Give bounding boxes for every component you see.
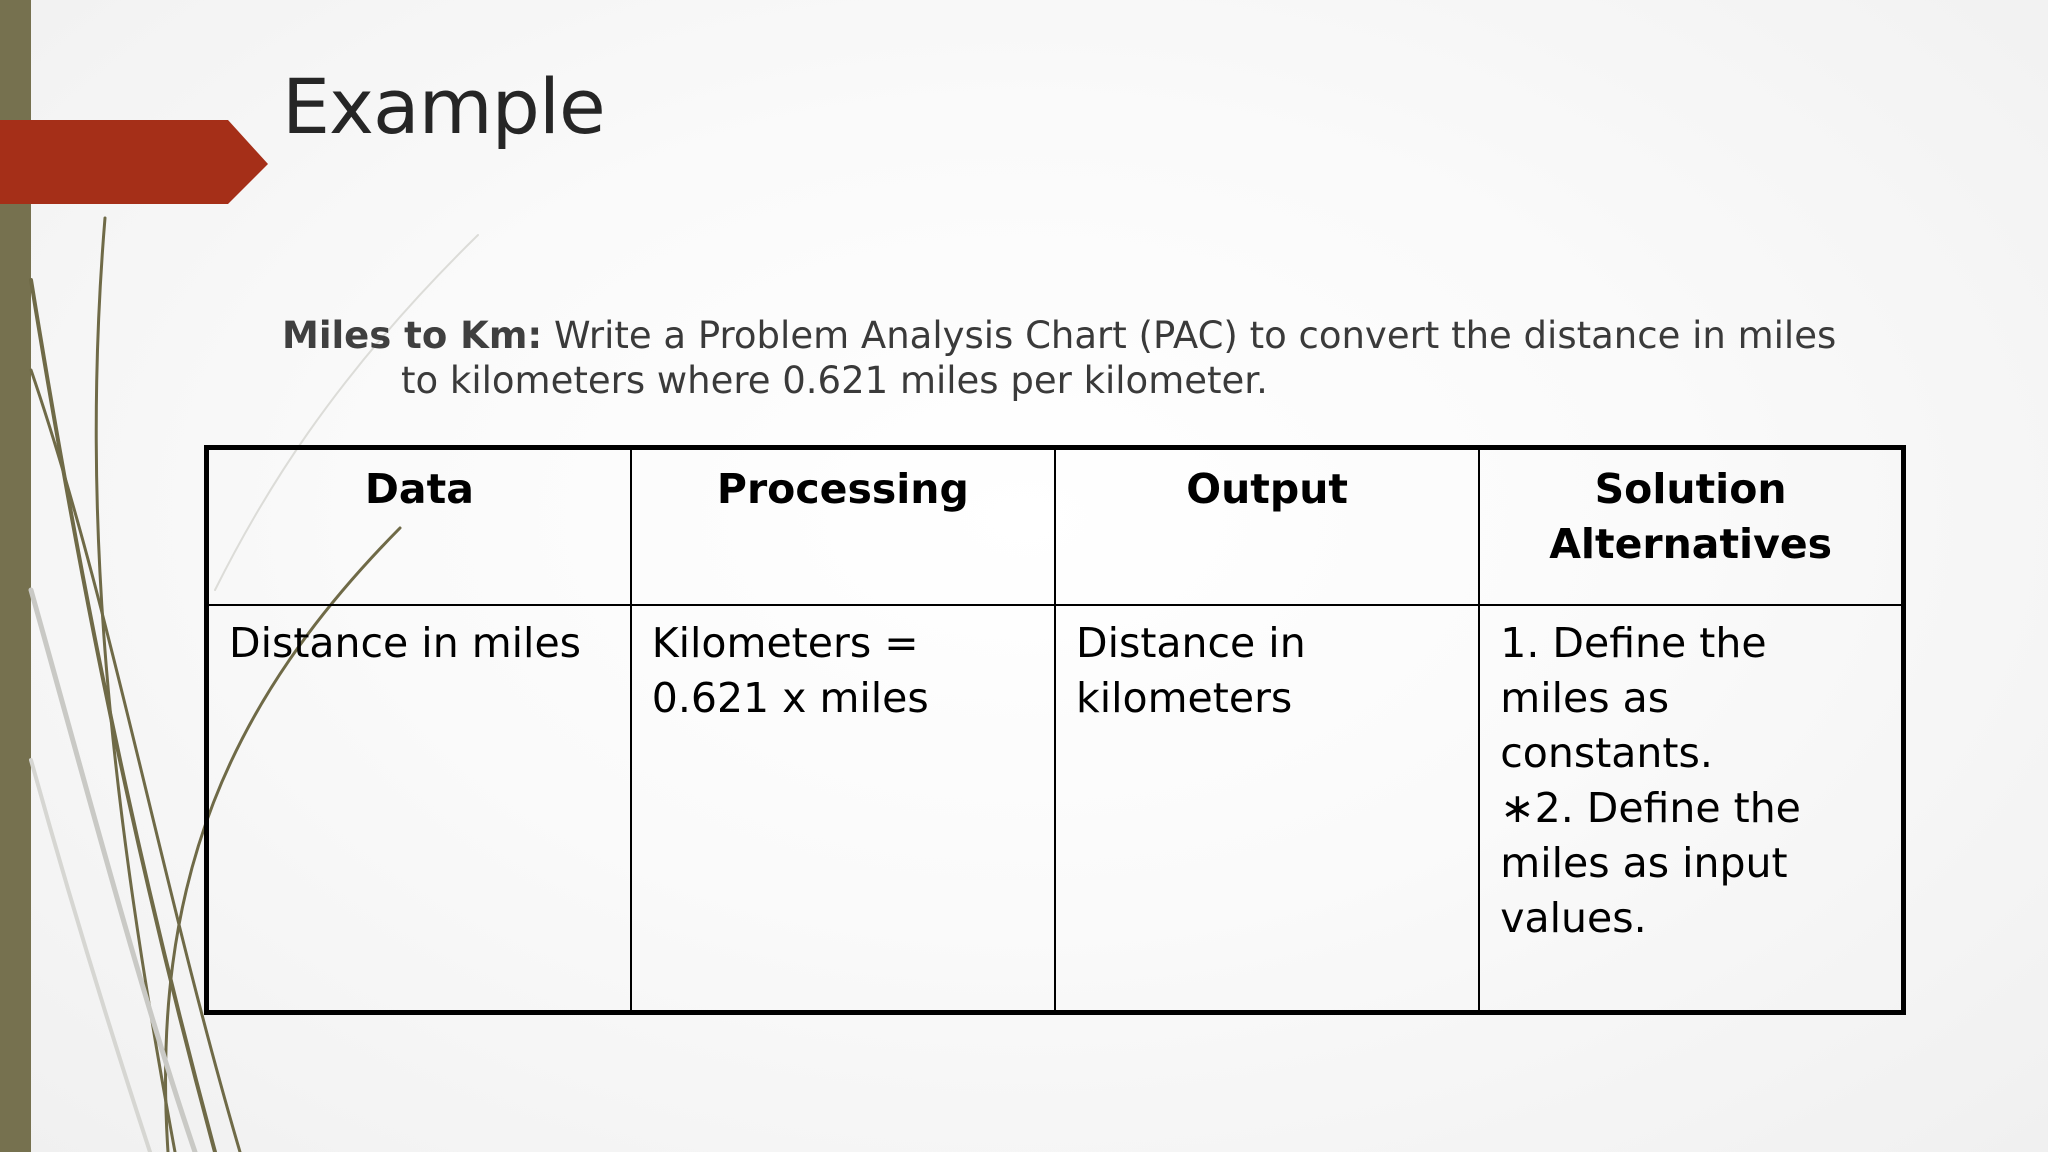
cell-solution-alternatives [1479, 605, 1903, 1013]
cell-data: Distance in miles [207, 605, 631, 1013]
header-output: Output [1055, 448, 1479, 606]
cell-output: Distance in kilometers [1055, 605, 1479, 1013]
grass-blade [31, 590, 195, 1152]
grass-blade [96, 218, 175, 1152]
table-header-row [207, 448, 1904, 606]
header-processing: Processing [631, 448, 1055, 606]
solution-alternative-2: ∗2. Define the miles as input values. [1500, 784, 1801, 942]
cell-processing: Kilometers = 0.621 x miles [631, 605, 1055, 1013]
pac-table [204, 445, 1906, 1015]
grass-blade [31, 280, 215, 1152]
header-data: Data [207, 448, 631, 606]
problem-text: Write a Problem Analysis Chart (PAC) to convert the distance in miles to kilometers where 0.621 miles per kilometer. [401, 314, 1837, 402]
table-row [207, 605, 1904, 1013]
solution-alternative-1: 1. Define the miles as constants. [1500, 619, 1767, 777]
header-solution-alternatives: Solution Alternatives [1479, 448, 1903, 606]
problem-lead: Miles to Km: [282, 314, 543, 357]
slide-title: Example [282, 62, 605, 151]
problem-statement [282, 313, 1861, 403]
title-arrow-shape [0, 0, 270, 210]
